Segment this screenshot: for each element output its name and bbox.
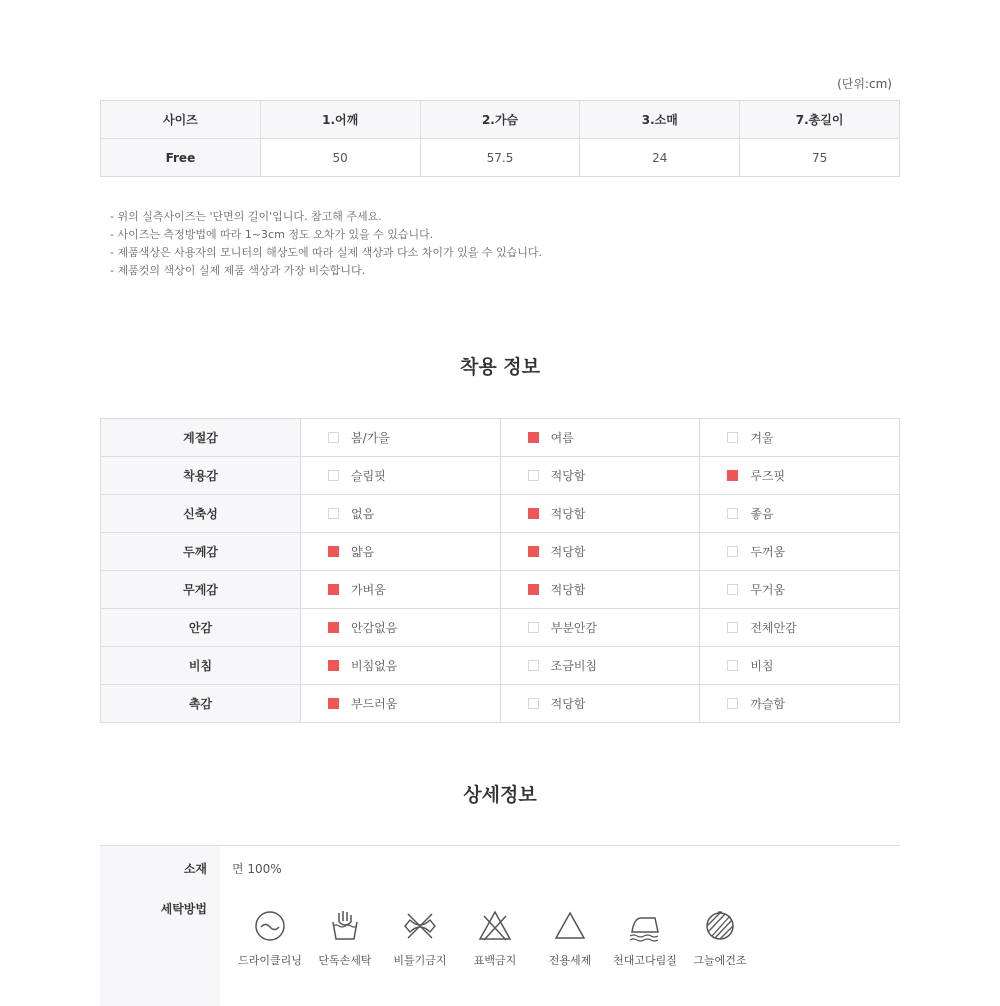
checked-box-icon	[328, 698, 339, 709]
unchecked-box-icon	[328, 508, 339, 519]
size-notes	[110, 208, 542, 280]
total-length-value: 75	[740, 139, 900, 177]
table-row	[101, 457, 900, 495]
fit-row-label: 계절감	[101, 419, 301, 457]
fit-info-title: 착용 정보	[459, 356, 541, 378]
care-item-label: 표백금지	[473, 954, 517, 967]
checked-box-icon	[528, 508, 539, 519]
unchecked-box-icon	[528, 660, 539, 671]
table-row	[101, 647, 900, 685]
fit-option-label: 전체안감	[750, 621, 797, 635]
unchecked-box-icon	[727, 432, 738, 443]
header-total-length: 7.총길이	[740, 101, 900, 139]
unchecked-box-icon	[528, 698, 539, 709]
size-table	[100, 100, 900, 177]
fit-option	[500, 647, 700, 685]
care-item	[530, 908, 610, 968]
fit-option	[500, 685, 700, 723]
fit-option	[700, 457, 900, 495]
fit-option	[700, 571, 900, 609]
care-item-label: 드라이클리닝	[238, 954, 302, 967]
material-value: 면 100%	[232, 862, 282, 876]
no-wring-icon	[402, 908, 438, 944]
table-row	[101, 685, 900, 723]
fit-option	[500, 533, 700, 571]
fit-option-label: 비침	[750, 659, 774, 673]
care-item	[605, 908, 685, 968]
shade-dry-icon	[702, 908, 738, 944]
fit-option	[700, 533, 900, 571]
checked-box-icon	[328, 660, 339, 671]
fit-option	[700, 685, 900, 723]
size-name: Free	[101, 139, 261, 177]
fit-option-label: 얇음	[351, 545, 375, 559]
fit-row-label: 신축성	[101, 495, 301, 533]
header-sleeve: 3.소매	[580, 101, 740, 139]
fit-option-label: 적당함	[550, 583, 586, 597]
fit-option-label: 루즈핏	[750, 469, 786, 483]
fit-option-label: 겨울	[750, 431, 774, 445]
unchecked-box-icon	[727, 660, 738, 671]
care-item	[380, 908, 460, 968]
fit-option	[700, 419, 900, 457]
header-size: 사이즈	[101, 101, 261, 139]
checked-box-icon	[328, 584, 339, 595]
fit-option	[500, 571, 700, 609]
care-label: 세탁방법	[160, 902, 207, 916]
fit-row-label: 두께감	[101, 533, 301, 571]
no-bleach-icon	[477, 908, 513, 944]
unchecked-box-icon	[727, 508, 738, 519]
size-table-header-row	[101, 101, 900, 139]
note-item: - 사이즈는 측정방법에 따라 1~3cm 정도 오차가 있을 수 있습니다.	[110, 228, 434, 241]
sleeve-value: 24	[580, 139, 740, 177]
fit-option	[500, 419, 700, 457]
hand-wash-icon	[327, 908, 363, 944]
fit-option	[301, 685, 501, 723]
fit-option	[500, 457, 700, 495]
unchecked-box-icon	[528, 622, 539, 633]
chest-value: 57.5	[420, 139, 580, 177]
fit-option-label: 부분안감	[550, 621, 598, 635]
material-label: 소재	[183, 862, 207, 876]
fit-option-label: 없음	[351, 507, 375, 521]
fit-option-label: 두꺼움	[750, 545, 786, 559]
fit-option-label: 적당함	[550, 507, 586, 521]
fit-option-label: 비침없음	[351, 659, 398, 673]
care-item-label: 단독손세탁	[318, 954, 372, 967]
fit-option	[301, 419, 501, 457]
care-instructions	[230, 908, 810, 978]
fit-option	[700, 609, 900, 647]
unchecked-box-icon	[727, 622, 738, 633]
table-row	[101, 571, 900, 609]
header-chest: 2.가슴	[420, 101, 580, 139]
checked-box-icon	[528, 432, 539, 443]
table-row	[101, 609, 900, 647]
table-row	[101, 495, 900, 533]
care-item	[230, 908, 310, 968]
fit-option	[500, 609, 700, 647]
checked-box-icon	[528, 584, 539, 595]
fit-option	[301, 571, 501, 609]
fit-option	[500, 495, 700, 533]
unchecked-box-icon	[328, 470, 339, 481]
fit-option-label: 가벼움	[351, 583, 386, 597]
fit-option	[301, 533, 501, 571]
checked-box-icon	[727, 470, 738, 481]
care-item	[305, 908, 385, 968]
iron-with-cloth-icon	[627, 908, 663, 944]
care-item	[455, 908, 535, 968]
fit-option	[700, 495, 900, 533]
note-item: - 제품컷의 색상이 실제 제품 색상과 가장 비슷합니다.	[110, 264, 366, 277]
fit-option	[301, 609, 501, 647]
unchecked-box-icon	[528, 470, 539, 481]
care-item-label: 비틀기금지	[393, 954, 447, 967]
shoulder-value: 50	[260, 139, 420, 177]
table-row	[101, 419, 900, 457]
unchecked-box-icon	[328, 432, 339, 443]
unchecked-box-icon	[727, 546, 738, 557]
fit-option	[301, 495, 501, 533]
table-row	[101, 533, 900, 571]
fit-row-label: 무게감	[101, 571, 301, 609]
fit-option-label: 적당함	[550, 697, 586, 711]
fit-option	[700, 647, 900, 685]
fit-row-label: 촉감	[101, 685, 301, 723]
fit-option-label: 부드러움	[351, 697, 398, 711]
header-shoulder: 1.어깨	[260, 101, 420, 139]
unchecked-box-icon	[727, 584, 738, 595]
fit-row-label: 비침	[101, 647, 301, 685]
detail-info-title: 상세정보	[463, 784, 537, 806]
fit-option-label: 봄/가을	[351, 431, 390, 445]
fit-option-label: 까슬함	[750, 697, 786, 711]
fit-option-label: 좋음	[750, 507, 774, 521]
fit-option-label: 조금비침	[550, 659, 598, 673]
fit-option-label: 적당함	[550, 545, 586, 559]
checked-box-icon	[528, 546, 539, 557]
fit-option-label: 여름	[550, 431, 574, 445]
detail-info-panel	[100, 845, 900, 1006]
unit-label: (단위:cm)	[837, 77, 892, 91]
fit-option	[301, 647, 501, 685]
care-item-label: 전용세제	[548, 954, 592, 967]
care-item	[680, 908, 760, 968]
fit-option-label: 슬림핏	[351, 469, 386, 483]
fit-info-table	[100, 418, 900, 723]
fit-row-label: 안감	[101, 609, 301, 647]
unchecked-box-icon	[727, 698, 738, 709]
table-row	[101, 139, 900, 177]
fit-row-label: 착용감	[101, 457, 301, 495]
neutral-detergent-icon	[552, 908, 588, 944]
fit-option-label: 적당함	[550, 469, 586, 483]
care-item-label: 그늘에건조	[693, 954, 747, 967]
note-item: - 위의 실측사이즈는 '단면의 길이'입니다. 참고해 주세요.	[110, 210, 382, 223]
care-item-label: 천대고다림질	[613, 954, 677, 967]
checked-box-icon	[328, 622, 339, 633]
checked-box-icon	[328, 546, 339, 557]
note-item: - 제품색상은 사용자의 모니터의 해상도에 따라 실제 색상과 다소 차이가 있을 수 있습니다.	[110, 246, 542, 259]
dry-clean-icon	[252, 908, 288, 944]
fit-option-label: 무거움	[750, 583, 786, 597]
detail-label-column	[100, 846, 220, 1006]
fit-option	[301, 457, 501, 495]
fit-option-label: 안감없음	[351, 621, 398, 635]
